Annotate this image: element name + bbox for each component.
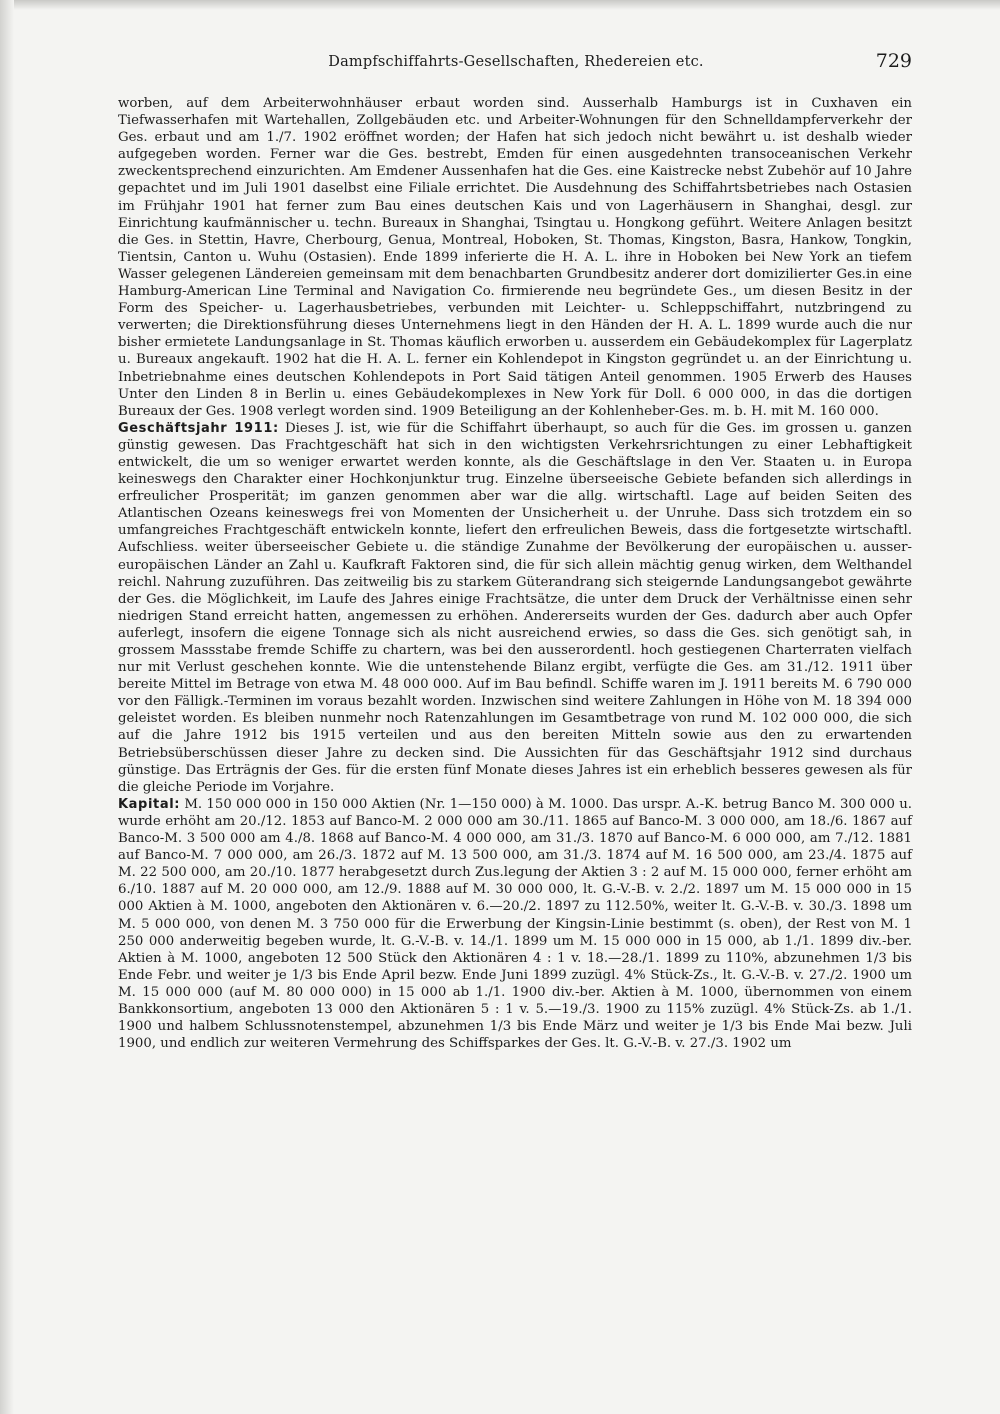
scan-edge-top (0, 0, 1000, 10)
running-title: Dampfschiffahrts-Gesellschaften, Rhedereien etc. (328, 54, 704, 70)
paragraph-text: M. 150 000 000 in 150 000 Aktien (Nr. 1—150 000) à M. 1000. Das urspr. A.-K. betrug Banco M. 300 000 u. wurde erhöht am 20./12. 1853 auf Banco-M. 2 000 000 am 30./11. 1865 auf Banco-M. 3 000 000, am 18./6. 1867 auf Banco-M. 3 500 000 am 4./8. 1868 auf Banco-M. 4 000 000, am 31./3. 1870 auf Banco-M. 6 000 000, am 7./12. 1881 auf Banco-M. 7 000 000, am 26./3. 1872 auf M. 13 500 000, am 31./3. 1874 auf M. 16 500 000, am 23./4. 1875 auf M. 22 500 000, am 20./10. 1877 herabgesetzt durch Zus.legung der Aktien 3 : 2 auf M. 15 000 000, ferner erhöht am 6./10. 1887 auf M. 20 000 000, am 12./9. 1888 auf M. 30 000 000, lt. G.-V.-B. v. 2./2. 1897 um M. 15 000 000 in 15 000 Aktien à M. 1000, angeboten den Aktionären v. 6.—20./2. 1897 zu 112.50%, weiter lt. G.-V.-B. v. 30./3. 1898 um M. 5 000 000, von denen M. 3 750 000 für die Erwerbung der Kingsin-Linie bestimmt (s. oben), der Rest von M. 1 250 000 anderweitig begeben wurde, lt. G.-V.-B. v. 14./1. 1899 um M. 15 000 000 in 15 000, ab 1./1. 1899 div.-ber. Aktien à M. 1000, angeboten 12 500 Stück den Aktionären 4 : 1 v. 18.—28./1. 1899 zu 110%, abzunehmen 1/3 bis Ende Febr. und weiter je 1/3 bis Ende April bezw. Ende Juni 1899 zuzügl. 4% Stück-Zs., lt. G.-V.-B. v. 27./2. 1900 um M. 15 000 000 (auf M. 80 000 000) in 15 000 ab 1./1. 1900 div.-ber. Aktien à M. 1000, übernommen von einem Bankkonsortium, angeboten 13 000 den Aktionären 5 : 1 v. 5.—19./3. 1900 zu 115% zuzügl. 4% Stück-Zs. ab 1./1. 1900 und halbem Schlussnotenstempel, abzunehmen 1/3 bis Ende März und weiter je 1/3 bis Ende Mai bezw. Juli 1900, und endlich zur weiteren Vermehrung des Schiffsparkes der Ges. lt. G.-V.-B. v. 27./3. 1902 um (118, 796, 912, 1052)
running-header (120, 50, 912, 76)
scan-edge-left (0, 0, 14, 1414)
paragraph-business-year (118, 420, 912, 796)
paragraph-capital (118, 796, 912, 1052)
paragraph-lead: Kapital: (118, 796, 181, 812)
body-text (118, 95, 912, 1052)
paragraph-facilities (118, 95, 912, 420)
paragraph-lead: Geschäftsjahr 1911: (118, 420, 279, 436)
page-number: 729 (875, 50, 912, 72)
paragraph-text: Dieses J. ist, wie für die Schiffahrt überhaupt, so auch für die Ges. im grossen u. ganzen günstig gewesen. Das Frachtgeschäft hat sich in den wichtigsten Verkehrsrichtungen zu einer Lebhaftigkeit entwickelt, die um so weniger erwartet werden konnte, als die Geschäftslage in den Ver. Staaten u. in Europa keineswegs den Charakter einer Hochkonjunktur trug. Einzelne überseeische Gebiete befanden sich allerdings in erfreulicher Prosperität; im ganzen genommen aber war die allg. wirtschaftl. Lage auf beiden Seiten des Atlantischen Ozeans keineswegs frei von Momenten der Unsicherheit u. der Unruhe. Dass sich trotzdem ein so umfangreiches Frachtgeschäft entwickeln konnte, liefert den erfreulichen Beweis, dass die fortgesetzte wirtschaftl. Aufschliess. weiter überseeischer Gebiete u. die ständige Zunahme der Bevölkerung der europäischen u. ausser-europäischen Länder an Zahl u. Kaufkraft Faktoren sind, die für sich allein mächtig genug wirken, dem Welthandel reichl. Nahrung zuzuführen. Das zeitweilig bis zu starkem Güterandrang sich steigernde Landungsangebot gewährte der Ges. die Möglichkeit, im Laufe des Jahres einige Frachtsätze, die unter dem Druck der Verhältnisse einen sehr niedrigen Stand erreicht hatten, angemessen zu erhöhen. Andererseits wurden der Ges. dadurch aber auch Opfer auferlegt, insofern die eigene Tonnage sich als nicht ausreichend erwies, so dass die Ges. sich genötigt sah, in grossem Massstabe fremde Schiffe zu chartern, was bei den ausserordentl. hoch gestiegenen Charterraten vielfach nur mit Verlust geschehen konnte. Wie die untenstehende Bilanz ergibt, verfügte die Ges. am 31./12. 1911 über bereite Mittel im Betrage von etwa M. 48 000 000. Auf im Bau befindl. Schiffe waren im J. 1911 bereits M. 6 790 000 vor den Fälligk.-Terminen im voraus bezahlt worden. Inzwischen sind weitere Zahlungen in Höhe von M. 18 394 000 geleistet worden. Es bleiben nunmehr noch Ratenzahlungen im Gesamtbetrage von rund M. 102 000 000, die sich auf die Jahre 1912 bis 1915 verteilen und aus den bereiten Mitteln sowie aus den zu erwartenden Betriebsüberschüssen dieser Jahre zu decken sind. Die Aussichten für das Geschäftsjahr 1912 sind durchaus günstige. Das Erträgnis der Ges. für die ersten fünf Monate dieses Jahres ist ein erheblich besseres gewesen als für die gleiche Periode im Vorjahre. (118, 420, 912, 795)
paragraph-text: worben, auf dem Arbeiterwohnhäuser erbaut worden sind. Ausserhalb Hamburgs ist in Cuxhaven ein Tiefwasserhafen mit Wartehallen, Zollgebäuden etc. und Arbeiter-Wohnungen für den Schnelldampferverkehr der Ges. erbaut und am 1./7. 1902 eröffnet worden; der Hafen hat sich jedoch nicht bewährt u. ist deshalb wieder aufgegeben worden. Ferner war die Ges. bestrebt, Emden für einen ausgedehnten transoceanischen Verkehr zweckentsprechend einzurichten. Am Emdener Aussenhafen hat die Ges. eine Kaistrecke nebst Zubehör auf 10 Jahre gepachtet und im Juli 1901 daselbst eine Filiale errichtet. Die Ausdehnung des Schiffahrtsbetriebes nach Ostasien im Frühjahr 1901 hat ferner zum Bau eines deutschen Kais und von Lagerhäusern in Shanghai, desgl. zur Einrichtung kaufmännischer u. techn. Bureaux in Shanghai, Tsingtau u. Hongkong geführt. Weitere Anlagen besitzt die Ges. in Stettin, Havre, Cherbourg, Genua, Montreal, Hoboken, St. Thomas, Kingston, Basra, Hankow, Tongkin, Tientsin, Canton u. Wuhu (Ostasien). Ende 1899 inferierte die H. A. L. ihre in Hoboken bei New York an tiefem Wasser gelegenen Ländereien gemeinsam mit dem benachbarten Grundbesitz anderer dort domizilierter Ges.in eine Hamburg-American Line Terminal and Navigation Co. firmierende neu begründete Ges., um diesen Besitz in der Form des Speicher- u. Lagerhausbetriebes, verbunden mit Leichter- u. Schleppschiffahrt, nutzbringend zu verwerten; die Direktionsführung dieses Unternehmens liegt in den Händen der H. A. L. 1899 wurde auch die nur bisher ermietete Landungsanlage in St. Thomas käuflich erworben u. ausserdem ein Gebäudekomplex für Lagerplatz u. Bureaux angekauft. 1902 hat die H. A. L. ferner ein Kohlendepot in Kingston gegründet u. an der Einrichtung u. Inbetriebnahme eines deutschen Kohlendepots in Port Said tätigen Anteil genommen. 1905 Erwerb des Hauses Unter den Linden 8 in Berlin u. eines Gebäudekomplexes in New York für Doll. 6 000 000, in das die dortigen Bureaux der Ges. 1908 verlegt worden sind. 1909 Beteiligung an der Kohlenheber-Ges. m. b. H. mit M. 160 000. (118, 96, 912, 419)
